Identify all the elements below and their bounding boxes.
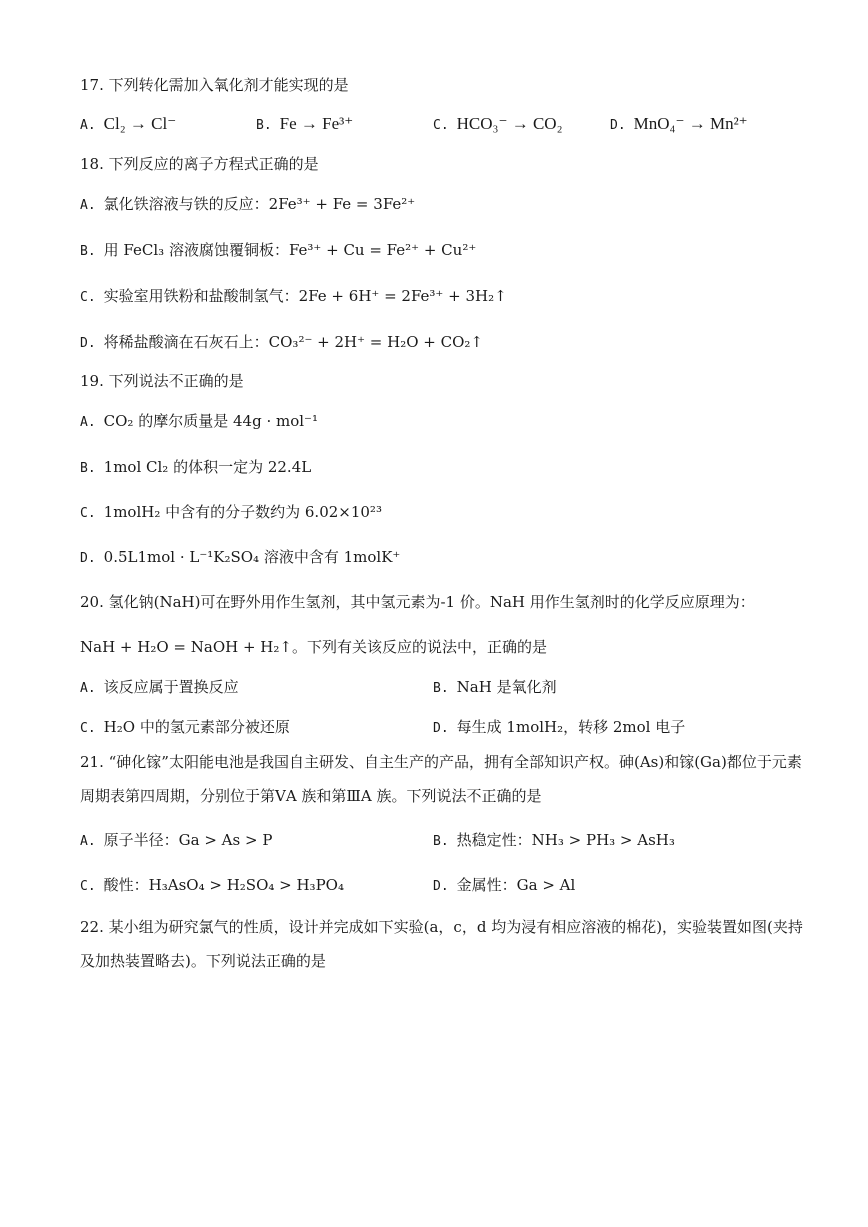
option-label: D. — [80, 336, 96, 351]
option-label: A. — [80, 415, 96, 430]
option-text: Cl₂ → Cl⁻ — [103, 114, 177, 133]
question-19-stem: 19. 下列说法不正确的是 — [80, 372, 244, 390]
option-label: B. — [433, 681, 449, 696]
option-label: D. — [610, 118, 626, 133]
option-label: B. — [80, 461, 96, 476]
question-18-option-d[interactable] — [80, 331, 483, 355]
question-19-option-c[interactable] — [80, 501, 382, 525]
option-text: 氯化铁溶液与铁的反应：2Fe³⁺ + Fe = 3Fe²⁺ — [103, 195, 416, 213]
question-18-stem: 18. 下列反应的离子方程式正确的是 — [80, 155, 319, 173]
question-17-option-d[interactable] — [610, 113, 748, 137]
question-18-option-a[interactable] — [80, 193, 415, 217]
question-19-option-b[interactable] — [80, 456, 311, 480]
option-text: HCO₃⁻ → CO₂ — [456, 114, 563, 133]
option-label: C. — [80, 506, 96, 521]
question-21-option-b[interactable] — [433, 829, 675, 853]
question-18-option-c[interactable] — [80, 285, 507, 309]
question-17-option-a[interactable] — [80, 113, 176, 137]
option-label: A. — [80, 198, 96, 213]
option-text: 金属性：Ga > Al — [456, 876, 576, 894]
option-text: 该反应属于置换反应 — [103, 678, 239, 696]
option-text: NaH 是氧化剂 — [456, 678, 557, 696]
option-text: 将稀盐酸滴在石灰石上：CO₃²⁻ + 2H⁺ = H₂O + CO₂↑ — [103, 333, 483, 351]
question-18-option-b[interactable] — [80, 239, 476, 263]
question-20-option-d[interactable] — [433, 716, 685, 740]
question-21-option-c[interactable] — [80, 874, 344, 898]
question-19-option-a[interactable] — [80, 410, 318, 434]
option-text: CO₂ 的摩尔质量是 44g · mol⁻¹ — [103, 412, 318, 430]
question-20-option-b[interactable] — [433, 676, 557, 700]
option-label: B. — [80, 244, 96, 259]
question-21-stem: 21. “砷化镓”太阳能电池是我国自主研发、自主生产的产品，拥有全部知识产权。砷(As)和镓(Ga)都位于元素周期表第四周期，分别位于第ⅤA 族和第ⅢA 族。下列说法不正确的是 — [80, 753, 802, 805]
question-20-option-c[interactable] — [80, 716, 290, 740]
option-text: Fe → Fe³⁺ — [279, 114, 354, 133]
option-label: A. — [80, 834, 96, 849]
option-label: B. — [433, 834, 449, 849]
question-20-stem: 20. 氢化钠(NaH)可在野外用作生氢剂，其中氢元素为-1 价。NaH 用作生氢剂时的化学反应原理为： — [80, 593, 755, 611]
option-text: 实验室用铁粉和盐酸制氢气：2Fe + 6H⁺ = 2Fe³⁺ + 3H₂↑ — [103, 287, 507, 305]
option-text: 酸性：H₃AsO₄ > H₂SO₄ > H₃PO₄ — [103, 876, 344, 894]
option-label: D. — [80, 551, 96, 566]
question-22-stem: 22. 某小组为研究氯气的性质，设计并完成如下实验(a，c，d 均为浸有相应溶液的棉花)，实验装置如图(夹持及加热装置略去)。下列说法正确的是 — [80, 918, 803, 970]
question-17-option-b[interactable] — [256, 113, 353, 137]
question-20-stem-continued: NaH + H₂O = NaOH + H₂↑。下列有关该反应的说法中，正确的是 — [80, 638, 547, 656]
option-label: B. — [256, 118, 272, 133]
option-label: A. — [80, 681, 96, 696]
option-label: D. — [433, 879, 449, 894]
option-label: D. — [433, 721, 449, 736]
question-17-stem: 17. 下列转化需加入氧化剂才能实现的是 — [80, 76, 349, 94]
question-17-option-c[interactable] — [433, 113, 563, 137]
option-text: H₂O 中的氢元素部分被还原 — [103, 718, 290, 736]
option-label: C. — [80, 290, 96, 305]
question-20-option-a[interactable] — [80, 676, 239, 700]
question-21-option-a[interactable] — [80, 829, 272, 853]
option-text: 用 FeCl₃ 溶液腐蚀覆铜板：Fe³⁺ + Cu = Fe²⁺ + Cu²⁺ — [103, 241, 477, 259]
option-text: 1molH₂ 中含有的分子数约为 6.02×10²³ — [103, 503, 382, 521]
option-text: 原子半径：Ga > As > P — [103, 831, 273, 849]
option-label: A. — [80, 118, 96, 133]
option-text: 热稳定性：NH₃ > PH₃ > AsH₃ — [456, 831, 675, 849]
question-19-option-d[interactable] — [80, 546, 400, 570]
option-label: C. — [433, 118, 449, 133]
option-text: 0.5L1mol · L⁻¹K₂SO₄ 溶液中含有 1molK⁺ — [103, 548, 401, 566]
option-text: 1mol Cl₂ 的体积一定为 22.4L — [103, 458, 312, 476]
option-label: C. — [80, 879, 96, 894]
option-text: MnO₄⁻ → Mn²⁺ — [633, 114, 748, 133]
question-21-option-d[interactable] — [433, 874, 575, 898]
option-label: C. — [80, 721, 96, 736]
option-text: 每生成 1molH₂，转移 2mol 电子 — [456, 718, 686, 736]
